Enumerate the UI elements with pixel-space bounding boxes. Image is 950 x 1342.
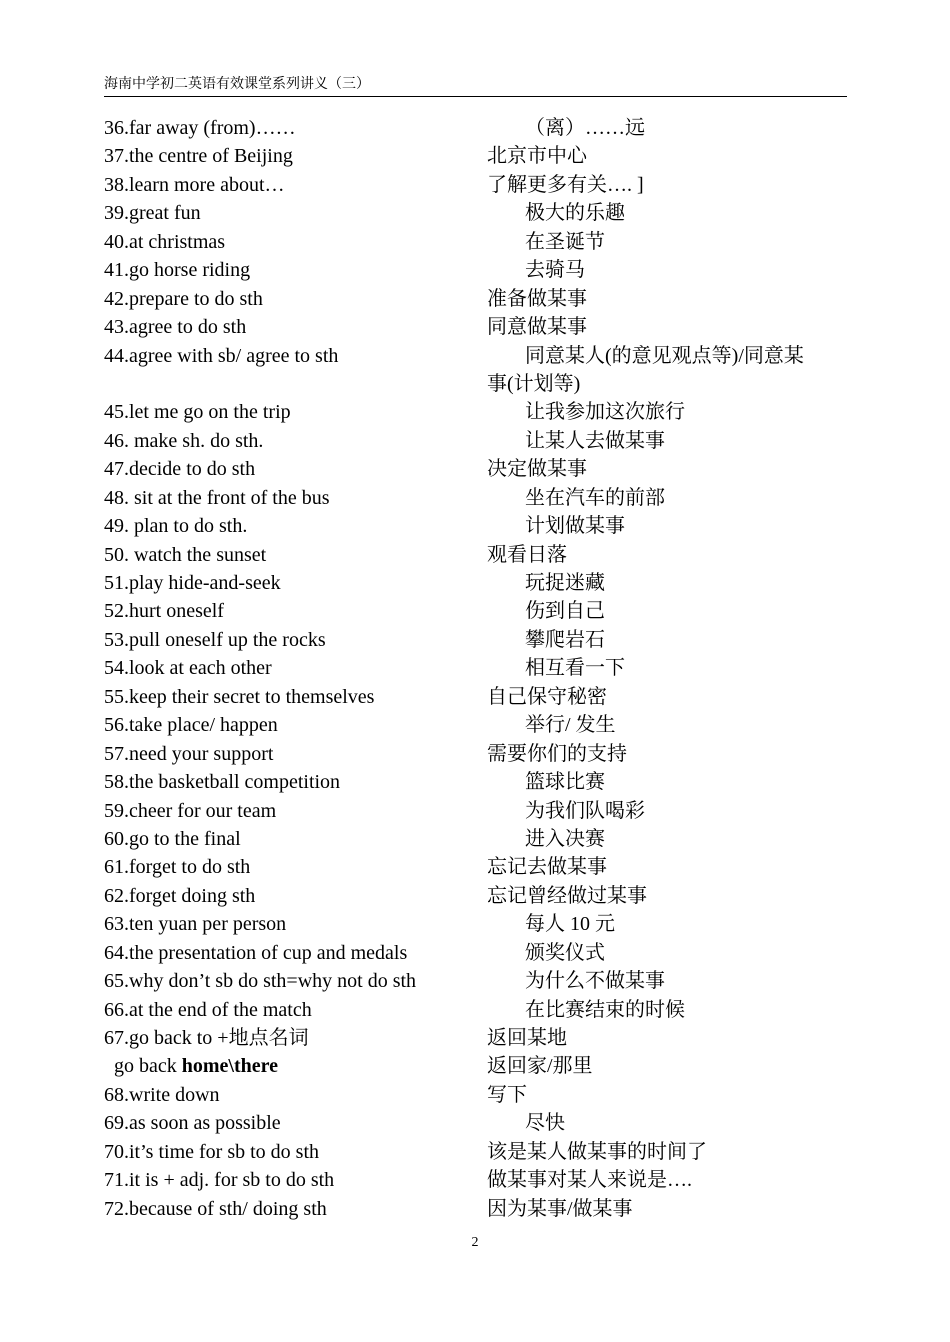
chinese-translation: 同意做某事 [487,316,587,339]
english-phrase: 72.because of sth/ doing sth [104,1197,327,1220]
phrase-row [104,1166,847,1194]
chinese-translation: 在圣诞节 [525,230,605,253]
chinese-translation: 返回某地 [487,1027,567,1049]
chinese-translation: 篮球比赛 [525,771,605,794]
english-phrase-bold: home\there [181,1055,279,1078]
page-footer [0,1233,950,1253]
chinese-translation: 事(计划等) [487,372,581,395]
chinese-translation: 举行/ 发生 [525,714,616,737]
english-phrase: 53.pull oneself up the rocks [104,628,326,651]
phrase-row [104,228,847,256]
english-phrase: 46. make sh. do sth. [104,429,264,452]
phrase-row [104,939,847,967]
english-phrase: 55.keep their secret to themselves [104,685,375,708]
phrase-row [104,1081,847,1109]
phrase-row [104,996,847,1024]
english-phrase: 39.great fun [104,202,201,225]
chinese-translation: 极大的乐趣 [525,202,625,225]
phrase-row [104,825,847,853]
chinese-translation: 决定做某事 [487,458,587,481]
phrase-row [104,569,847,597]
page-header [104,74,847,97]
english-phrase: 60.go to the final [104,827,241,850]
phrase-row [104,711,847,739]
english-phrase: 38.learn more about… [104,173,285,196]
english-phrase: 64.the presentation of cup and medals [104,941,408,964]
phrase-row [104,114,847,142]
phrase-row [104,512,847,540]
english-phrase: 42.prepare to do sth [104,287,263,310]
chinese-translation: 尽快 [525,1112,565,1135]
chinese-translation: 坐在汽车的前部 [525,486,665,509]
english-phrase: 66.at the end of the match [104,998,312,1021]
phrase-row [104,1138,847,1166]
english-phrase: 50. watch the sunset [104,543,267,566]
chinese-translation: 去骑马 [525,259,585,282]
english-phrase: 62.forget doing sth [104,884,256,907]
phrase-row [104,342,847,370]
phrase-row [104,740,847,768]
english-phrase: 59.cheer for our team [104,799,277,822]
chinese-translation: 让我参加这次旅行 [525,401,685,424]
chinese-translation: 准备做某事 [487,287,587,310]
phrase-list [104,114,847,1223]
phrase-row [104,626,847,654]
phrase-row [104,256,847,284]
phrase-row [104,370,847,398]
phrase-row [104,768,847,796]
header-title: 海南中学初二英语有效课堂系列讲义（三） [104,77,370,92]
chinese-translation: 让某人去做某事 [525,429,665,452]
english-phrase-text: go back [114,1055,182,1078]
chinese-translation: 为什么不做某事 [525,970,665,993]
chinese-translation: 同意某人(的意见观点等)/同意某 [525,344,804,367]
english-phrase: 58.the basketball competition [104,771,341,794]
chinese-translation: 为我们队喝彩 [525,799,645,822]
phrase-row [104,171,847,199]
phrase-row [104,427,847,455]
english-phrase: 52.hurt oneself [104,600,224,623]
english-phrase: 54.look at each other [104,657,272,680]
chinese-translation: 返回家/那里 [487,1055,593,1078]
chinese-translation: 每人 10 元 [525,913,615,936]
phrase-row [104,882,847,910]
english-phrase: 67.go back to +地点名词 [104,1027,309,1049]
english-phrase: 68.write down [104,1083,220,1106]
phrase-row [104,199,847,227]
chinese-translation: 自己保守秘密 [487,685,607,708]
chinese-translation: 相互看一下 [525,657,625,680]
chinese-translation: 颁奖仪式 [525,941,605,964]
chinese-translation: 该是某人做某事的时间了 [487,1140,707,1163]
phrase-row [104,285,847,313]
chinese-translation: 在比赛结束的时候 [525,998,685,1021]
chinese-translation: 忘记曾经做过某事 [487,884,647,907]
chinese-translation: （离）……远 [525,117,645,139]
phrase-row [104,1109,847,1137]
english-phrase: 57.need your support [104,742,274,765]
english-phrase: 40.at christmas [104,230,226,253]
chinese-translation: 需要你们的支持 [487,742,627,765]
phrase-row [104,853,847,881]
english-phrase: 48. sit at the front of the bus [104,486,330,509]
phrase-row [104,398,847,426]
english-phrase: 63.ten yuan per person [104,913,287,936]
chinese-translation: 观看日落 [487,543,567,566]
chinese-translation: 伤到自己 [525,600,605,623]
page-number: 2 [471,1235,479,1250]
phrase-row [104,910,847,938]
english-phrase: 51.play hide-and-seek [104,572,281,594]
english-phrase: 69.as soon as possible [104,1112,281,1135]
chinese-translation: 写下 [487,1083,527,1106]
phrase-row [104,142,847,170]
phrase-row [104,1052,847,1080]
chinese-translation: 北京市中心 [487,145,587,168]
english-phrase: 65.why don’t sb do sth=why not do sth [104,970,417,993]
phrase-row [104,455,847,483]
english-phrase: 70.it’s time for sb to do sth [104,1140,319,1163]
phrase-row [104,967,847,995]
english-phrase [114,1052,278,1080]
chinese-translation: 玩捉迷藏 [525,572,605,594]
phrase-row [104,313,847,341]
chinese-translation: 计划做某事 [525,515,625,538]
english-phrase: 61.forget to do sth [104,856,251,879]
chinese-translation: 了解更多有关…. ] [487,173,644,196]
english-phrase: 49. plan to do sth. [104,515,248,538]
phrase-row [104,541,847,569]
phrase-row [104,683,847,711]
chinese-translation: 因为某事/做某事 [487,1197,633,1220]
english-phrase: 43.agree to do sth [104,316,247,339]
chinese-translation: 做某事对某人来说是…. [487,1169,692,1192]
chinese-translation: 进入决赛 [525,827,605,850]
english-phrase: 44.agree with sb/ agree to sth [104,344,339,367]
english-phrase: 47.decide to do sth [104,458,256,481]
english-phrase: 71.it is + adj. for sb to do sth [104,1169,335,1192]
english-phrase: 41.go horse riding [104,259,251,282]
english-phrase: 36.far away (from)…… [104,117,296,139]
phrase-row [104,597,847,625]
english-phrase: 56.take place/ happen [104,714,278,737]
phrase-row [104,1024,847,1052]
chinese-translation: 忘记去做某事 [487,856,607,879]
chinese-translation: 攀爬岩石 [525,628,605,651]
phrase-row [104,484,847,512]
english-phrase: 45.let me go on the trip [104,401,291,424]
english-phrase: 37.the centre of Beijing [104,145,293,168]
phrase-row [104,1195,847,1223]
phrase-row [104,797,847,825]
phrase-row [104,654,847,682]
